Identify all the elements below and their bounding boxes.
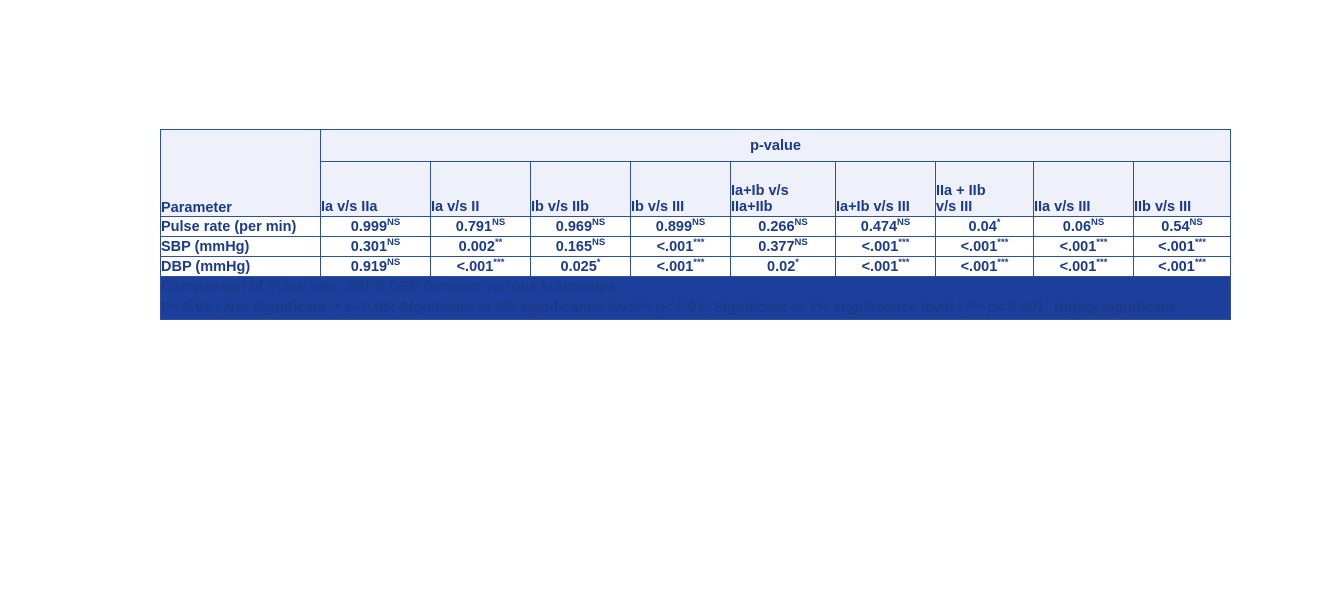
cell-marker: ***: [1194, 236, 1206, 248]
table-row: [161, 257, 1231, 277]
cell-value: 0.969: [555, 218, 593, 235]
table-caption: [161, 277, 1231, 320]
cell-value: <.001: [456, 258, 494, 275]
cell-2-0: [321, 257, 431, 277]
cell-value: <.001: [656, 258, 694, 275]
cell-value: 0.04: [968, 218, 997, 235]
cell-value: 0.02: [767, 258, 796, 275]
cell-0-2: [531, 217, 631, 237]
cell-0-7: [1034, 217, 1134, 237]
column-header-4-line1: Ia+Ib v/s: [731, 182, 789, 199]
column-header-6: [936, 162, 1034, 217]
column-header-2: [531, 162, 631, 217]
cell-value: <.001: [960, 238, 998, 255]
cell-marker: NS: [1189, 216, 1203, 228]
cell-marker: ***: [1096, 236, 1108, 248]
cell-1-8: [1134, 237, 1231, 257]
cell-marker: ***: [898, 256, 910, 268]
cell-value: 0.377: [758, 238, 795, 255]
row-label-2: DBP (mmHg): [161, 257, 321, 277]
cell-marker: NS: [794, 236, 808, 248]
cell-0-1: [431, 217, 531, 237]
table-group-header-row: [161, 130, 1231, 162]
cell-value: <.001: [1158, 258, 1195, 275]
cell-2-7: [1034, 257, 1134, 277]
cell-value: 0.899: [655, 218, 693, 235]
cell-value: 0.999: [350, 218, 388, 235]
column-header-7-line1: IIa v/s III: [1034, 199, 1091, 216]
cell-marker: NS: [387, 256, 401, 268]
cell-2-4: [731, 257, 836, 277]
group-header-pvalue: p-value: [321, 130, 1231, 162]
parameter-header: Parameter: [161, 130, 321, 217]
column-header-0: [321, 162, 431, 217]
table-column-header-row: [161, 162, 1231, 217]
cell-value: 0.474: [860, 218, 898, 235]
column-header-2-line1: Ib v/s IIb: [531, 199, 590, 216]
cell-0-6: [936, 217, 1034, 237]
caption-line-1: Comparison of Pulse rate, SBP& DBP between various subgroups: [161, 279, 616, 295]
cell-value: <.001: [960, 258, 998, 275]
cell-1-1: [431, 237, 531, 257]
cell-value: <.001: [1059, 258, 1097, 275]
cell-0-5: [836, 217, 936, 237]
cell-1-4: [731, 237, 836, 257]
column-header-3: [631, 162, 731, 217]
cell-0-4: [731, 217, 836, 237]
column-header-3-line1: Ib v/s III: [631, 199, 685, 216]
column-header-4-line2: IIa+IIb: [731, 199, 773, 216]
cell-marker: NS: [692, 216, 706, 228]
table-row: [161, 217, 1231, 237]
column-header-5-line1: Ia+Ib v/s III: [836, 199, 910, 216]
row-label-1: SBP (mmHg): [161, 237, 321, 257]
cell-marker: NS: [592, 236, 606, 248]
cell-value: 0.002: [458, 238, 495, 255]
cell-value: 0.791: [455, 218, 493, 235]
cell-value: 0.919: [350, 258, 388, 275]
column-header-1-line1: Ia v/s II: [431, 199, 480, 216]
cell-value: <.001: [861, 238, 899, 255]
cell-marker: NS: [492, 216, 506, 228]
cell-1-3: [631, 237, 731, 257]
cell-marker: ***: [1096, 256, 1108, 268]
cell-marker: NS: [794, 216, 808, 228]
cell-value: 0.025: [560, 258, 597, 275]
cell-value: <.001: [1059, 238, 1097, 255]
column-header-8: [1134, 162, 1231, 217]
cell-marker: ***: [693, 256, 705, 268]
cell-0-0: [321, 217, 431, 237]
column-header-6-line1: IIa + IIb: [936, 182, 986, 199]
cell-0-8: [1134, 217, 1231, 237]
p-value-table-container: [160, 129, 1230, 320]
cell-2-8: [1134, 257, 1231, 277]
cell-value: <.001: [1158, 238, 1195, 255]
cell-value: <.001: [861, 258, 899, 275]
cell-marker: ***: [997, 236, 1009, 248]
cell-marker: **: [494, 236, 503, 248]
cell-marker: NS: [387, 236, 401, 248]
column-header-6-line2: v/s III: [936, 199, 973, 216]
cell-1-5: [836, 237, 936, 257]
cell-marker: *: [795, 256, 799, 268]
cell-marker: ***: [997, 256, 1009, 268]
cell-value: 0.06: [1062, 218, 1092, 235]
table-caption-row: [161, 277, 1231, 320]
row-label-0: Pulse rate (per min): [161, 217, 321, 237]
cell-marker: ***: [693, 236, 705, 248]
cell-2-1: [431, 257, 531, 277]
column-header-7: [1034, 162, 1134, 217]
cell-1-0: [321, 237, 431, 257]
cell-marker: NS: [387, 216, 401, 228]
cell-marker: NS: [1091, 216, 1105, 228]
cell-0-3: [631, 217, 731, 237]
cell-marker: ***: [898, 236, 910, 248]
cell-marker: NS: [897, 216, 911, 228]
cell-value: 0.301: [350, 238, 388, 255]
cell-marker: *: [596, 256, 601, 268]
cell-1-7: [1034, 237, 1134, 257]
cell-marker: ***: [493, 256, 505, 268]
cell-1-6: [936, 237, 1034, 257]
column-header-4: [731, 162, 836, 217]
cell-2-5: [836, 257, 936, 277]
cell-value: 0.54: [1161, 218, 1190, 235]
cell-value: 0.165: [555, 238, 593, 255]
column-header-0-line1: Ia v/s IIa: [321, 199, 378, 216]
caption-line-2: P> 0.05 ; Not Significant; * p<0.05; Significant at 5% significance level** p< 0.01; Significant at 1% significance level ; *** p< 0.001; Highly significant: [161, 300, 1175, 317]
cell-marker: *: [996, 216, 1001, 228]
cell-2-6: [936, 257, 1034, 277]
cell-2-2: [531, 257, 631, 277]
column-header-1: [431, 162, 531, 217]
cell-value: <.001: [656, 238, 694, 255]
cell-marker: ***: [1194, 256, 1206, 268]
table-row: [161, 237, 1231, 257]
cell-value: 0.266: [758, 218, 795, 235]
column-header-5: [836, 162, 936, 217]
cell-marker: NS: [592, 216, 606, 228]
cell-2-3: [631, 257, 731, 277]
p-value-table: [160, 129, 1231, 320]
cell-1-2: [531, 237, 631, 257]
column-header-8-line1: IIb v/s III: [1134, 199, 1192, 216]
